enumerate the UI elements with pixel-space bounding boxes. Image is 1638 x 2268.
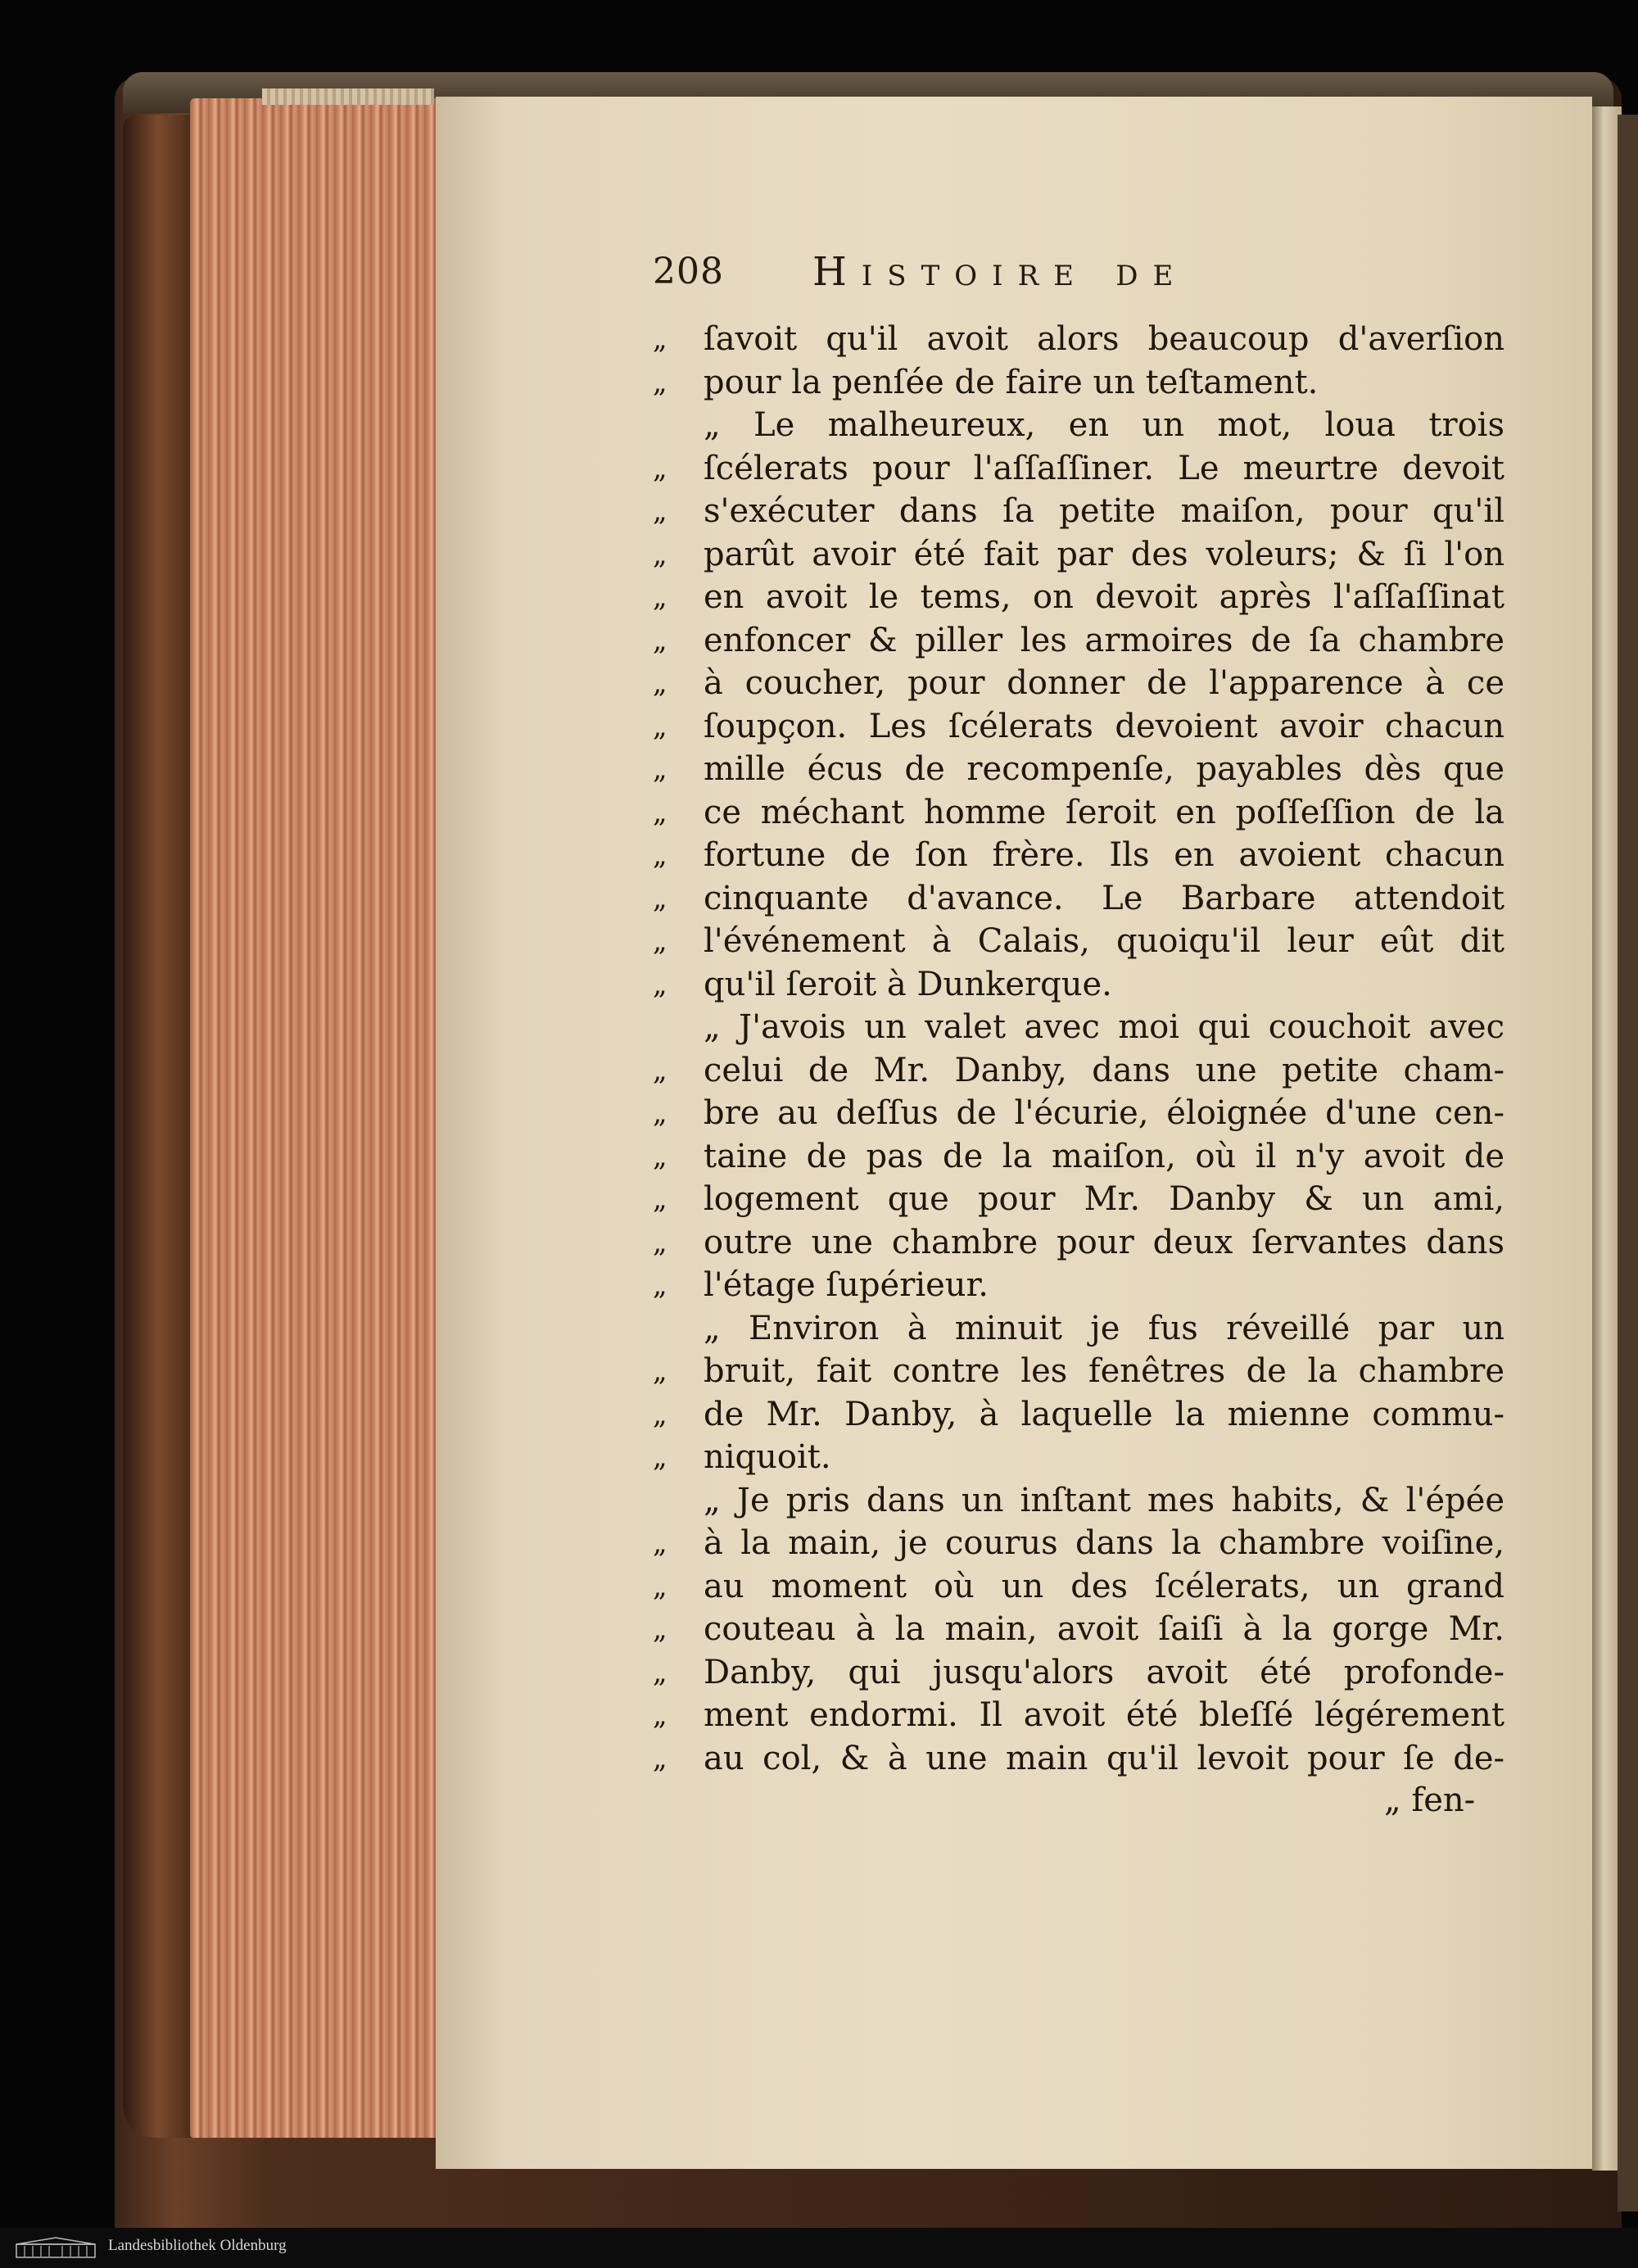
line-text: en avoit le tems, on devoit après l'aſſaſſinat <box>704 578 1505 616</box>
line-text: au moment où un des ſcélerats, un grand <box>704 1567 1505 1605</box>
quote-marker: „ <box>653 1613 667 1646</box>
text-line <box>653 1092 1505 1135</box>
book-spine <box>123 115 201 2138</box>
line-text: ment endormi. Il avoit été bleſſé légérement <box>704 1696 1505 1734</box>
quote-marker: „ <box>653 1397 667 1431</box>
text-line <box>653 1651 1505 1695</box>
line-text: outre une chambre pour deux ſervantes dans <box>704 1223 1505 1261</box>
line-text: niquoit. <box>704 1438 831 1476</box>
text-line <box>653 1393 1505 1437</box>
page-number: 208 <box>653 251 724 292</box>
quote-marker: „ <box>653 1097 667 1129</box>
text-line <box>653 748 1505 791</box>
quote-marker: „ <box>653 1441 667 1474</box>
text-line <box>653 533 1505 577</box>
line-text: de Mr. Danby, à laquelle la mienne commu- <box>704 1395 1505 1433</box>
line-text: „ Environ à minuit je fus réveillé par un <box>704 1309 1505 1347</box>
text-line <box>653 1221 1505 1265</box>
line-text: enfoncer & piller les armoires de ſa chambre <box>704 621 1505 659</box>
line-text: ſoupçon. Les ſcélerats devoient avoir chacun <box>704 707 1505 745</box>
text-line <box>653 1135 1505 1179</box>
text-line <box>653 1479 1505 1523</box>
quote-marker: „ <box>653 1053 667 1087</box>
quote-marker: „ <box>653 495 667 527</box>
line-text: cinquante d'avance. Le Barbare attendoit <box>704 879 1505 917</box>
line-text: Danby, qui jusqu'alors avoit été profonde- <box>704 1653 1505 1691</box>
quote-marker: „ <box>653 323 667 355</box>
text-line <box>653 920 1505 963</box>
quote-marker: „ <box>653 1699 667 1732</box>
text-line <box>653 791 1505 835</box>
quote-marker: „ <box>653 753 667 785</box>
text-line <box>653 662 1505 705</box>
text-line <box>653 877 1505 921</box>
line-text: s'exécuter dans ſa petite maiſon, pour qu'il <box>704 492 1505 530</box>
text-line <box>653 1565 1505 1609</box>
line-text: qu'il ſeroit à Dunkerque. <box>704 965 1112 1003</box>
quote-marker: „ <box>653 1655 667 1689</box>
right-cover <box>1618 115 1638 2211</box>
body-text <box>653 318 1505 1780</box>
line-text: „ J'avois un valet avec moi qui couchoit avec <box>704 1008 1505 1046</box>
line-text: ce méchant homme ſeroit en poſſeſſion de la <box>704 793 1505 831</box>
line-text: couteau à la main, avoit ſaiſi à la gorge Mr. <box>704 1610 1505 1648</box>
line-text: ſavoit qu'il avoit alors beaucoup d'averſion <box>704 320 1505 358</box>
line-text: logement que pour Mr. Danby & un ami, <box>704 1180 1505 1218</box>
quote-marker: „ <box>653 365 667 399</box>
page-header <box>653 246 1505 303</box>
text-line <box>653 404 1505 447</box>
quote-marker: „ <box>653 839 667 871</box>
text-line <box>653 834 1505 877</box>
text-line <box>653 318 1505 361</box>
quote-marker: „ <box>653 1527 667 1560</box>
quote-marker: „ <box>653 795 667 829</box>
catchword: „ fen- <box>1384 1781 1476 1819</box>
quote-marker: „ <box>653 1569 667 1603</box>
line-text: ſcélerats pour l'aſſaſſiner. Le meurtre devoit <box>704 449 1505 487</box>
text-line <box>653 1350 1505 1393</box>
quote-marker: „ <box>653 967 667 1001</box>
quote-marker: „ <box>653 709 667 743</box>
running-title: Histoire de <box>812 249 1188 295</box>
quote-marker: „ <box>653 1269 667 1301</box>
quote-marker: „ <box>653 1355 667 1388</box>
quote-marker: „ <box>653 537 667 571</box>
text-line <box>653 361 1505 405</box>
line-text: à la main, je courus dans la chambre voiſine, <box>704 1524 1505 1562</box>
line-text: à coucher, pour donner de l'apparence à ce <box>704 664 1505 702</box>
library-name: Landesbibliothek Oldenburg <box>108 2237 287 2254</box>
quote-marker: „ <box>653 623 667 657</box>
text-line <box>653 619 1505 663</box>
line-text: bruit, fait contre les fenêtres de la chambre <box>704 1352 1505 1390</box>
text-line <box>653 490 1505 533</box>
library-logo-icon <box>15 2236 97 2259</box>
text-line <box>653 1307 1505 1351</box>
line-text: mille écus de recompenſe, payables dès que <box>704 750 1505 788</box>
line-text: taine de pas de la maiſon, où il n'y avoit de <box>704 1137 1505 1175</box>
page-edges <box>190 98 436 2138</box>
line-text: au col, & à une main qu'il levoit pour ſe de- <box>704 1739 1505 1777</box>
line-text: l'étage ſupérieur. <box>704 1266 989 1304</box>
line-text: bre au deſſus de l'écurie, éloignée d'une cen- <box>704 1094 1505 1132</box>
quote-marker: „ <box>653 881 667 915</box>
line-text: „ Je pris dans un inſtant mes habits, & l'épée <box>704 1481 1505 1519</box>
line-text: parût avoir été fait par des voleurs; & ſi l'on <box>704 535 1505 573</box>
quote-marker: „ <box>653 925 667 957</box>
quote-marker: „ <box>653 1183 667 1215</box>
quote-marker: „ <box>653 667 667 699</box>
quote-marker: „ <box>653 451 667 485</box>
line-text: celui de Mr. Danby, dans une petite cham- <box>704 1051 1505 1089</box>
text-line <box>653 1178 1505 1221</box>
line-text: l'événement à Calais, quoiqu'il leur eût dit <box>704 922 1505 960</box>
text-line <box>653 705 1505 749</box>
text-line <box>653 576 1505 619</box>
text-line <box>653 1006 1505 1049</box>
text-line <box>653 1737 1505 1781</box>
text-line <box>653 1049 1505 1093</box>
quote-marker: „ <box>653 1225 667 1259</box>
text-line <box>653 447 1505 491</box>
quote-marker: „ <box>653 1741 667 1775</box>
quote-marker: „ <box>653 1139 667 1173</box>
line-text: pour la penſée de faire un teſtament. <box>704 363 1319 401</box>
text-line <box>653 1694 1505 1737</box>
quote-marker: „ <box>653 581 667 613</box>
text-line <box>653 1608 1505 1651</box>
text-line <box>653 963 1505 1007</box>
text-line <box>653 1264 1505 1307</box>
text-line <box>653 1522 1505 1565</box>
line-text: „ Le malheureux, en un mot, loua trois <box>704 406 1505 444</box>
page-edges-top <box>262 88 434 105</box>
line-text: fortune de ſon frère. Ils en avoient chacun <box>704 836 1505 874</box>
text-line <box>653 1436 1505 1479</box>
